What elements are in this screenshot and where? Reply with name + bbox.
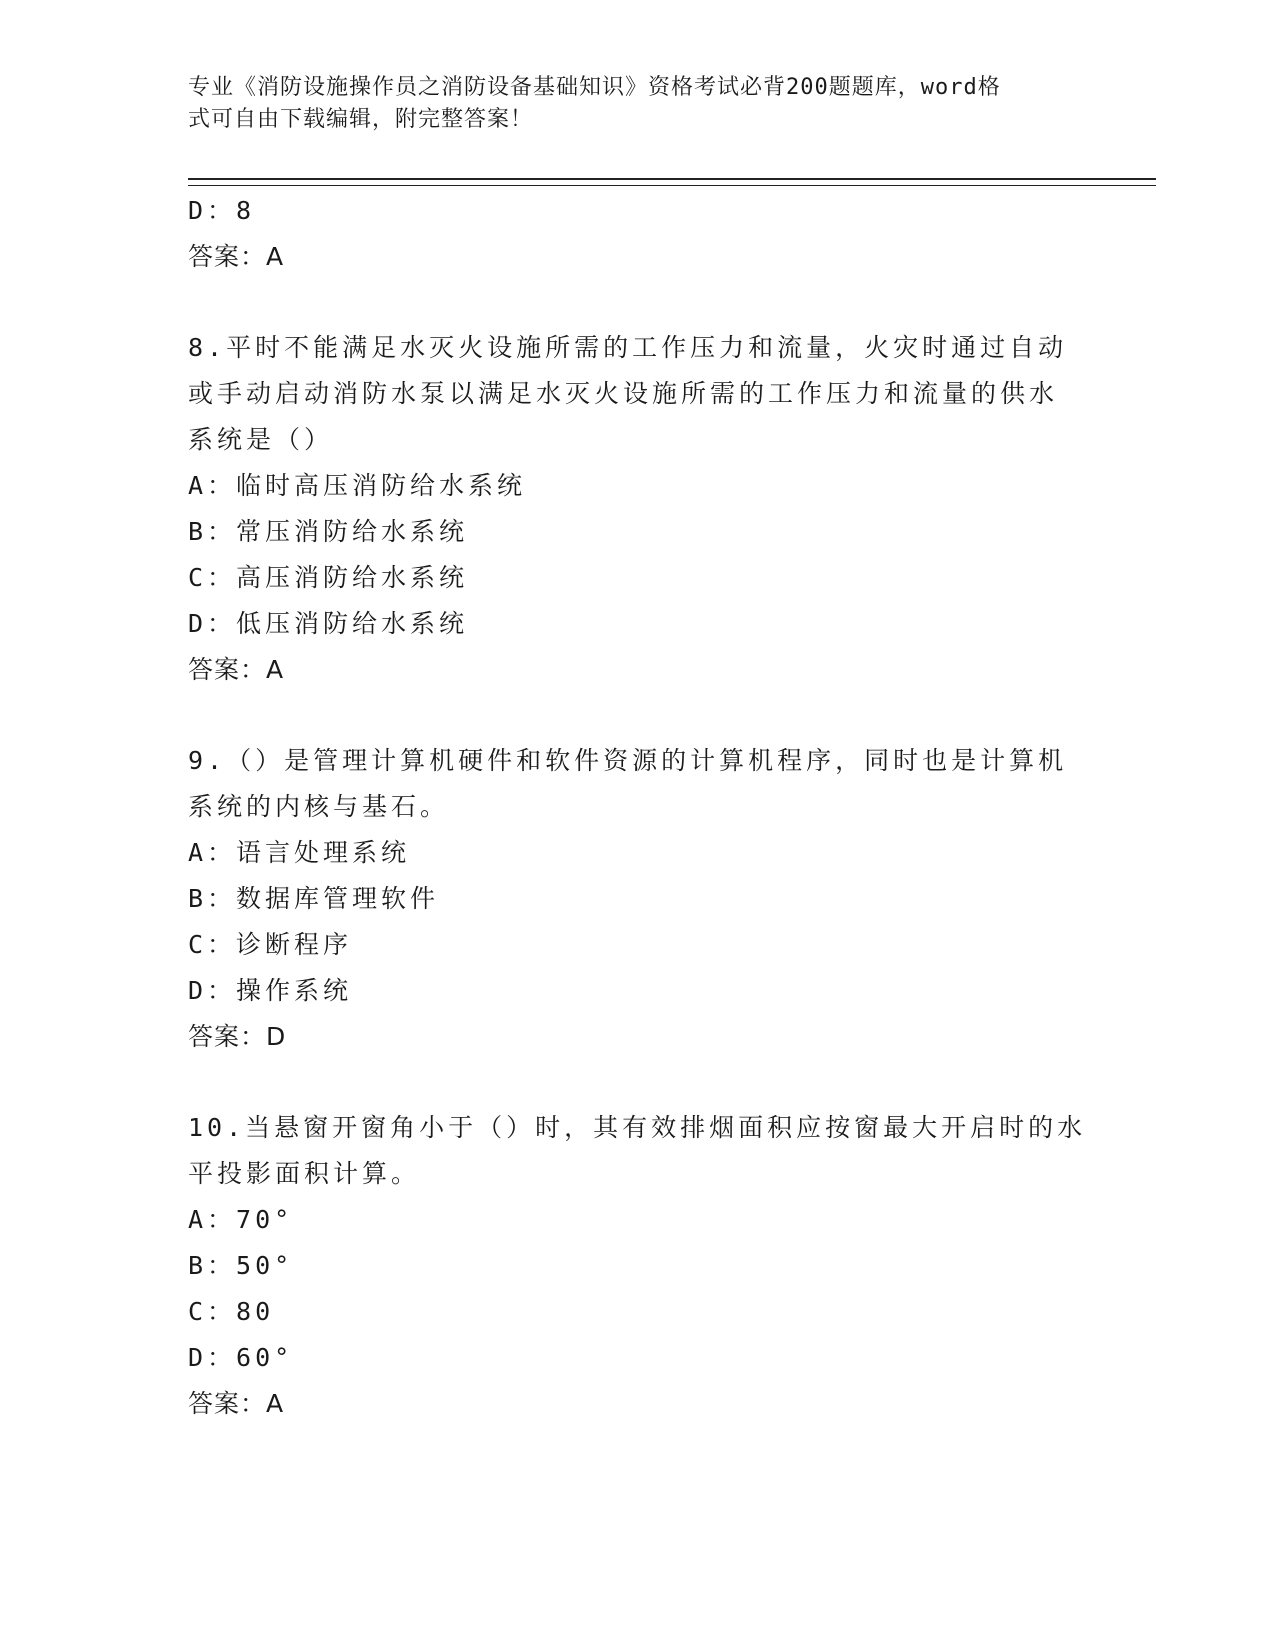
answer-line: 答案：A bbox=[188, 242, 285, 271]
question-8-text-line-1: 8.平时不能满足水灭火设施所需的工作压力和流量，火灾时通过自动 bbox=[188, 333, 1068, 362]
option-d: D：60° bbox=[188, 1343, 294, 1372]
option-b: B：50° bbox=[188, 1251, 294, 1280]
question-8-text-line-2: 或手动启动消防水泵以满足水灭火设施所需的工作压力和流量的供水 bbox=[188, 379, 1059, 408]
page-header bbox=[188, 72, 1068, 136]
header-line-1: 专业《消防设施操作员之消防设备基础知识》资格考试必背200题题库，word格 bbox=[188, 75, 1001, 100]
option-d: D：8 bbox=[188, 196, 256, 225]
option-a: A：临时高压消防给水系统 bbox=[188, 471, 527, 500]
option-b: B：常压消防给水系统 bbox=[188, 517, 469, 546]
question-9-text-line-2: 系统的内核与基石。 bbox=[188, 792, 450, 821]
option-c: C：高压消防给水系统 bbox=[188, 563, 469, 592]
header-line-2: 式可自由下载编辑，附完整答案！ bbox=[188, 107, 534, 132]
spacer bbox=[188, 280, 1088, 325]
question-8-text-line-3: 系统是（） bbox=[188, 425, 334, 454]
question-10 bbox=[188, 1105, 1088, 1427]
option-c: C：诊断程序 bbox=[188, 930, 353, 959]
answer-line: 答案：A bbox=[188, 655, 285, 684]
question-8 bbox=[188, 325, 1088, 693]
question-content bbox=[188, 188, 1088, 1427]
answer-line: 答案：D bbox=[188, 1022, 287, 1051]
question-9 bbox=[188, 738, 1088, 1060]
option-c: C：80 bbox=[188, 1297, 275, 1326]
option-a: A：语言处理系统 bbox=[188, 838, 411, 867]
option-a: A：70° bbox=[188, 1205, 294, 1234]
question-9-text-line-1: 9.（）是管理计算机硬件和软件资源的计算机程序，同时也是计算机 bbox=[188, 746, 1068, 775]
question-10-text-line-1: 10.当悬窗开窗角小于（）时，其有效排烟面积应按窗最大开启时的水 bbox=[188, 1113, 1087, 1142]
answer-line: 答案：A bbox=[188, 1389, 285, 1418]
spacer bbox=[188, 1060, 1088, 1105]
option-b: B：数据库管理软件 bbox=[188, 884, 440, 913]
spacer bbox=[188, 693, 1088, 738]
previous-question-tail bbox=[188, 188, 1088, 280]
option-d: D：低压消防给水系统 bbox=[188, 609, 469, 638]
question-10-text-line-2: 平投影面积计算。 bbox=[188, 1159, 421, 1188]
header-divider bbox=[188, 178, 1156, 186]
option-d: D：操作系统 bbox=[188, 976, 353, 1005]
